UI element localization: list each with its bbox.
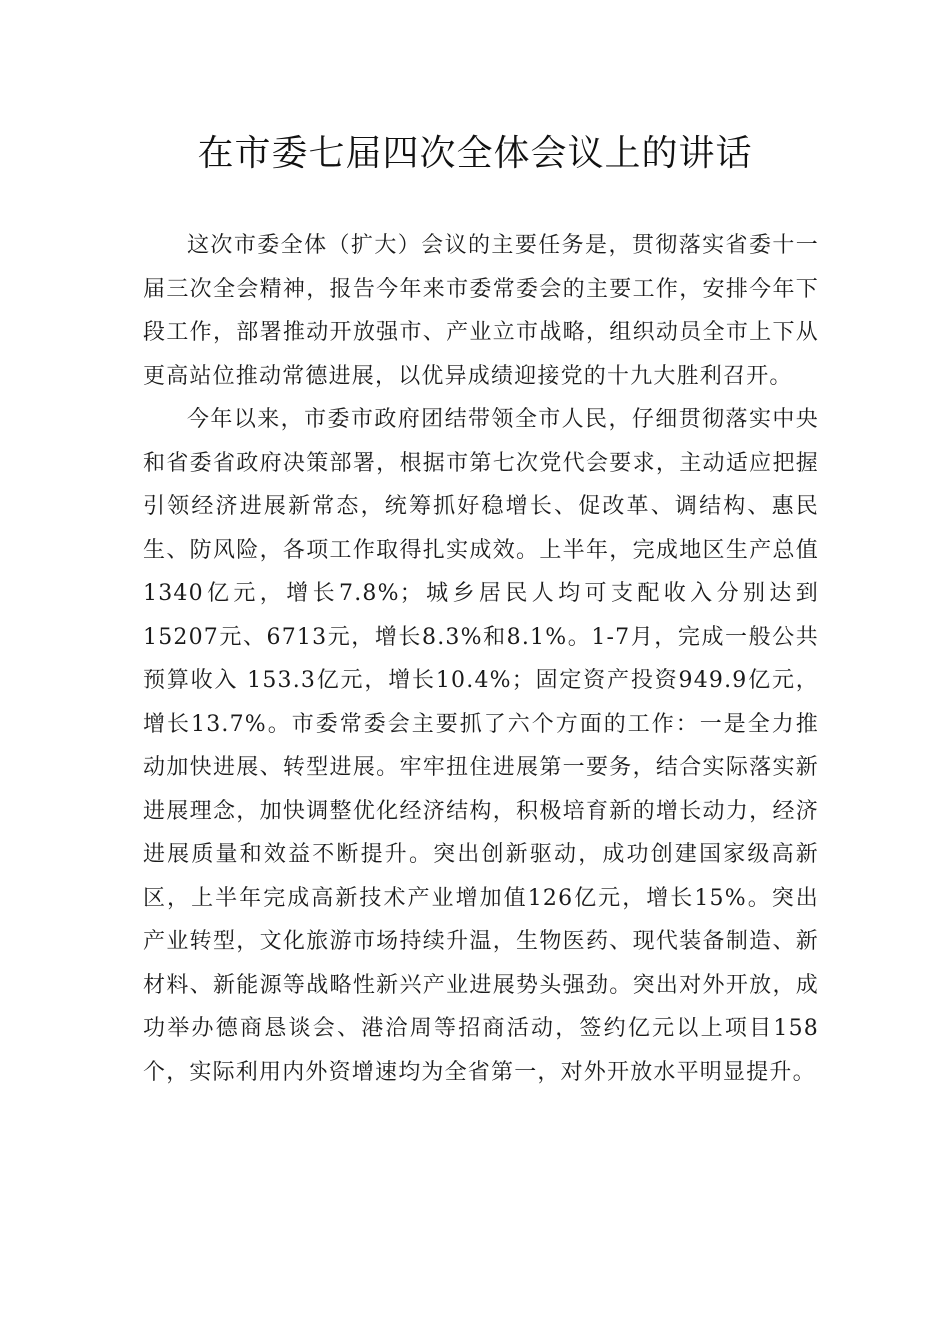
paragraph: 这次市委全体（扩大）会议的主要任务是，贯彻落实省委十一届三次全会精神，报告今年来市委常委会的主要工作，安排今年下段工作，部署推动开放强市、产业立市战略，组织动员全市上下从更高站位推动常德进展，以优异成绩迎接党的十九大胜利召开。 bbox=[143, 233, 819, 389]
document-title: 在市委七届四次全体会议上的讲话 bbox=[197, 133, 753, 174]
document-body bbox=[143, 224, 819, 1094]
paragraph: 今年以来，市委市政府团结带领全市人民，仔细贯彻落实中央和省委省政府决策部署，根据市第七次党代会要求，主动适应把握引领经济进展新常态，统筹抓好稳增长、促改革、调结构、惠民生、防风险，各项工作取得扎实成效。上半年，完成地区生产总值1340亿元，增长7.8%；城乡居民人均可支配收入分别达到15207元、6713元，增长8.3%和8.1%。1-7月，完成一般公共预算收入 153.3亿元，增长10.4%；固定资产投资949.9亿元，增长13.7%。市委常委会主要抓了六个方面的工作：一是全力推动加快进展、转型进展。牢牢扭住进展第一要务，结合实际落实新进展理念，加快调整优化经济结构，积极培育新的增长动力，经济进展质量和效益不断提升。突出创新驱动，成功创建国家级高新区，上半年完成高新技术产业增加值126亿元，增长15%。突出产业转型，文化旅游市场持续升温，生物医药、现代装备制造、新材料、新能源等战略性新兴产业进展势头强劲。突出对外开放，成功举办德商恳谈会、港洽周等招商活动，签约亿元以上项目158个，实际利用内外资增速均为全省第一，对外开放水平明显提升。 bbox=[143, 407, 819, 1085]
